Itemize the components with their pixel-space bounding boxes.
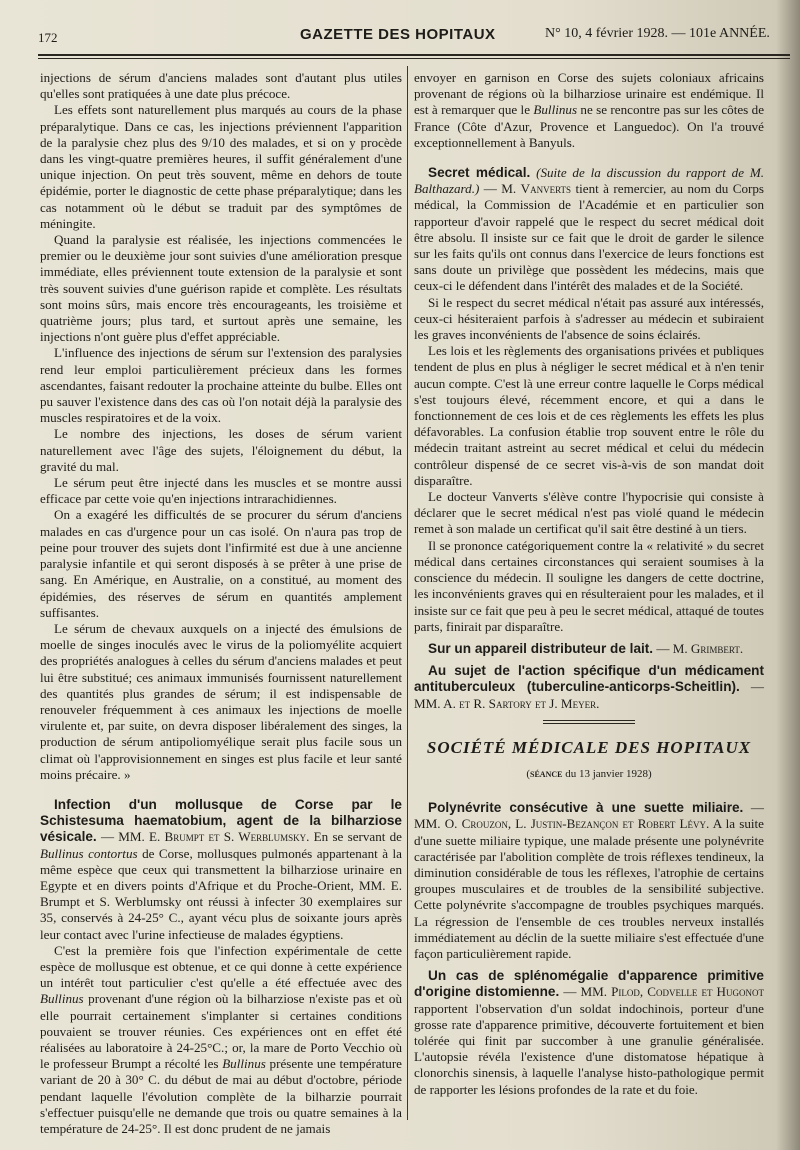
paragraph: Le nombre des injections, les doses de sérum varient naturellement avec l'âge des sujets, l'éloignement du début, la gravité du mal. — [40, 426, 402, 474]
article-title: Secret médical. — [428, 165, 531, 181]
session-date-text: du 13 janvier 1928 — [565, 767, 648, 780]
paragraph: Le docteur Vanverts s'élève contre l'hypocrisie qui consiste à déclarer que le secret médical n'est pas violé quand le médecin remet à son malade un certificat qu'il sait être destiné à un tiers. — [414, 489, 764, 537]
article-authors: — MM. O. Crouzon, L. Justin-Bezançon et Robert Lévy. — [414, 800, 764, 832]
paragraph-text: C'est la première fois que l'infection expérimentale de cette espèce de mollusque est obtenue, et ce qui donne à cette expérience un intérêt tout particulier c'est qu'elle a été effectuée avec des — [40, 942, 402, 991]
column-divider — [407, 66, 408, 1120]
paragraph: Si le respect du secret médical n'était pas assuré aux intéressés, ceux-ci hésiteraient parfois à s'adresser au médecin et subiraient les graves inconvénients de l'absence de soins éclairés. — [414, 294, 764, 343]
header-rule — [38, 54, 790, 56]
paragraph: L'influence des injections de sérum sur l'extension des paralysies rend leur emploi particulièrement précieux dans les formes ascendantes, faisant redouter la prochaine atteinte du bulbe. Elles ont pu sauver l'existence dans des cas où l'on notait déjà la paralysie des muscles respiratoires et de la voix. — [40, 345, 402, 426]
paragraph — [40, 943, 402, 1137]
society-heading: SOCIÉTÉ MÉDICALE DES HOPITAUX — [426, 737, 752, 757]
article-authors: — MM. Pilod, Codvelle et Hugonot — [563, 984, 764, 1000]
section-rule-thin — [543, 723, 635, 724]
paragraph-text: provenant d'une région où la bilharziose n'existe pas et où elle pourrait certainement s'implanter si certaines conditions pouvaient se trouver réunies. Ces expériences ont en effet été réalisées au laboratoire à 24-25°C.; or, la mare de Porto Vecchio où le professeur Brumpt a récolté les — [40, 991, 402, 1072]
paragraph: On a exagéré les difficultés de se procurer du sérum d'anciens malades en cas d'urgence pour un cas isolé. On n'aura pas trop de peine pour trouver des sujets dont l'infirmité est due à une ancienne paralysie infantile et qui seront disposés à se prêter à une prise de sang. En Amérique, en Australie, on a constitué, au moment des épidémies, des réserves de sérum en quantités amplement suffisantes. — [40, 507, 402, 620]
species-name: Bullinus — [533, 102, 578, 118]
paragraph: Les lois et les règlements des organisations privées et publiques tendent de plus en plus à négliger le secret médical et à n'en tenir aucun compte. C'est là une erreur contre laquelle le Corps médical s'est toujours élevé, récemment encore, et qui a dans le fonctionnement de ces lois et de ces règlements les effets les plus défavorables. La confusion établie trop souvent entre le rôle du médecin traitant astreint au secret médical et celui du médecin contrôleur dispensé de ce secret vis-à-vis de son mandat doit disparaître. — [414, 343, 764, 488]
paragraph: Les effets sont naturellement plus marqués au cours de la phase préparalytique. Dans ce cas, les injections préviennent l'apparition de la paralysie chez plus des 9/10 des malades, et si on y procède dans les vingt-quatre premières heures, il suffit généralement d'une unique injection. On peut très souvent, même en dehors de toute épidémie, porter le diagnostic de cette phase préparalytique; dans les cas notamment où le début se traduit par des symptômes de méningite. — [40, 102, 402, 231]
page-header — [30, 24, 790, 48]
article-brumpt — [40, 797, 402, 943]
article-title: Sur un appareil distributeur de lait. — [428, 640, 654, 656]
species-name: Bullinus contortus — [40, 845, 138, 861]
article-splenomegalie — [414, 968, 764, 1098]
article-title: Infection d'un mollusque de Corse par le Schistesuma haematobium, agent de la bilharziose vésicale. — [40, 796, 402, 845]
right-column — [414, 70, 764, 1098]
article-text: rapportent l'observation d'un soldat indochinois, porteur d'une grosse rate d'apparence primitive, découverte fortuitement et bien tolérée qui finit par succomber à une granulie généralisée. L'autopsie révéla l'existence d'une distomatose hépatique à clonorchis sinensis, à laquelle l'analyse histo-pathologique permit de rapporter les lésions profondes de la rate et du foie. — [414, 1000, 764, 1097]
species-name: Bullinus — [40, 991, 84, 1007]
article-appareil — [414, 641, 764, 657]
session-word: séance — [530, 767, 563, 780]
paragraph: Le sérum de chevaux auxquels on a injecté des émulsions de moelle de singes inoculés avec le virus de la poliomyélite acquiert des propriétés analogues à celles du sérum d'anciens malades et peut lui être substitué; ces animaux immunisés fournissent naturellement des quantités plus grandes de sérum; il est indispensable de renouveler fréquemment à ces animaux les injections de moelle virulente et, par suite, on devra disposer libéralement des singes, la production de sérum antipoliomyélique serait plus facile sous un climat où l'approvisionnement en singes est plus facile et leur santé moins précaire. » — [40, 620, 402, 782]
paragraph: injections de sérum d'anciens malades sont d'autant plus utiles qu'elles sont pratiquées à une date plus précoce. — [40, 70, 402, 102]
paragraph: Quand la paralysie est réalisée, les injections commencées le premier ou le deuxième jour sont suivies d'une amélioration presque immédiate, elles préviennent toute extension de la paralysie et sont très souvent suivies d'une guérison rapide et complète. Les résultats sont moins sûrs, mais encore très encourageants, les troisième et quatrième jours; plus tard, et surtout après une semaine, les injections n'ont guère plus d'effet appréciable. — [40, 232, 402, 345]
article-title: Polynévrite consécutive à une suette miliaire. — [428, 800, 744, 816]
article-title: Un cas de splénomégalie d'apparence primitive d'origine distomienne. — [414, 968, 764, 1000]
paragraph — [414, 70, 764, 151]
species-name: Bullinus — [222, 1056, 266, 1072]
paragraph-text: envoyer en garnison en Corse des sujets coloniaux africains provenant de régions où la bilharziose urinaire est endémique. Il est à remarquer que le — [414, 70, 764, 118]
article-text: — M. — [479, 181, 521, 197]
article-authors: — MM. A. et R. Sartory et J. Meyer. — [414, 679, 764, 711]
page-number: 172 — [38, 30, 58, 45]
article-text: tient à remercier, au nom du Corps médical, la Commission de l'Académie et en particulier son rapporteur d'avoir rappelé que le respect du secret médical doit être absolu. Il insiste sur ce fait que le droit de garder le silence sur les faits qu'ils ont connus dans l'exercice de leurs fonctions est sans doute un privilège que possèdent les médecins, mais que ceux-ci le défendent dans l'intérêt des malades et de la Société. — [414, 181, 764, 294]
journal-title: GAZETTE DES HOPITAUX — [300, 26, 496, 43]
paragraph-text: ne se rencontre pas sur les côtes de France (Côte d'Azur, Provence et Languedoc). On l'a trouvé exceptionnellement à Banyuls. — [414, 102, 765, 150]
article-author: — M. Grimbert. — [656, 640, 744, 656]
session-date: (séance du 13 janvier 1928) — [526, 767, 652, 780]
article-polynevrite — [414, 800, 764, 962]
section-rule — [543, 720, 635, 721]
article-authors: — MM. E. Brumpt et S. Werblumsky. — [100, 829, 310, 845]
left-column — [40, 70, 402, 1137]
article-title: Au sujet de l'action spécifique d'un médicament antituberculeux (tuberculine-anticorps-Scheitlin). — [414, 663, 764, 695]
issue-info: N° 10, 4 février 1928. — 101e ANNÉE. — [545, 26, 770, 41]
article-author: Vanverts — [520, 181, 572, 197]
article-secret-medical — [414, 165, 764, 295]
paragraph: Il se prononce catégoriquement contre la « relativité » du secret médical dans certaines circonstances qui seraient soumises à la conscience du médecin. Il souligne les dangers de cette doctrine, les inconvénients graves qui en résulteraient pour les malades, et il insiste sur ce fait que peu à peu le secret médical, attaqué de toutes parts, finirait par disparaître. — [414, 537, 764, 634]
article-subtitle: (Suite de la discussion du rapport de M. Balthazard.) — [414, 165, 764, 197]
article-text: A la suite d'une suette miliaire typique, une malade présente une polynévrite caractérisée par l'abolition complète de trois réflexes tendineux, la diminution considérable de tous les réflexes, l'atrophie de certains groupes musculaires et de troubles de la sensibilité subjective. Cette polynévrite s'accompagne de troubles psychiques marqués. La régression de l'ensemble de ces troubles nerveux installés immédiatement au déclin de la suette miliaire s'est effectuée d'une façon particulièrement rapide. — [414, 816, 764, 961]
paragraph: Le sérum peut être injecté dans les muscles et se montre aussi efficace par cette voie qu'en injections intrarachidiennes. — [40, 475, 402, 507]
article-text: En se servant de — [309, 829, 402, 845]
article-text: de Corse, mollusques pulmonés appartenant à la même espèce que ceux qui transmettent la bilharziose urinaire en Egypte et en divers points d'Afrique et du Proche-Orient, MM. E. Brumpt et S. Werblumsky ont réussi à infecter 30 exemplaires sur 35, conservés à 24-25° C., ayant vécu plus de soixante jours après leur contact avec l'urine infectieuse de malades égyptiens. — [40, 845, 402, 942]
article-tuberculine — [414, 663, 764, 712]
paragraph-text: présente une température variant de 20 à 30° C. du début de mai au début d'octobre, période pendant laquelle l'évolution complète de la bilharzie pourrait s'effectuer puisqu'elle ne demande que trois ou quatre semaines à la température de 24-25°. Il est donc prudent de ne jamais — [40, 1056, 402, 1136]
header-rule-thin — [38, 58, 790, 59]
